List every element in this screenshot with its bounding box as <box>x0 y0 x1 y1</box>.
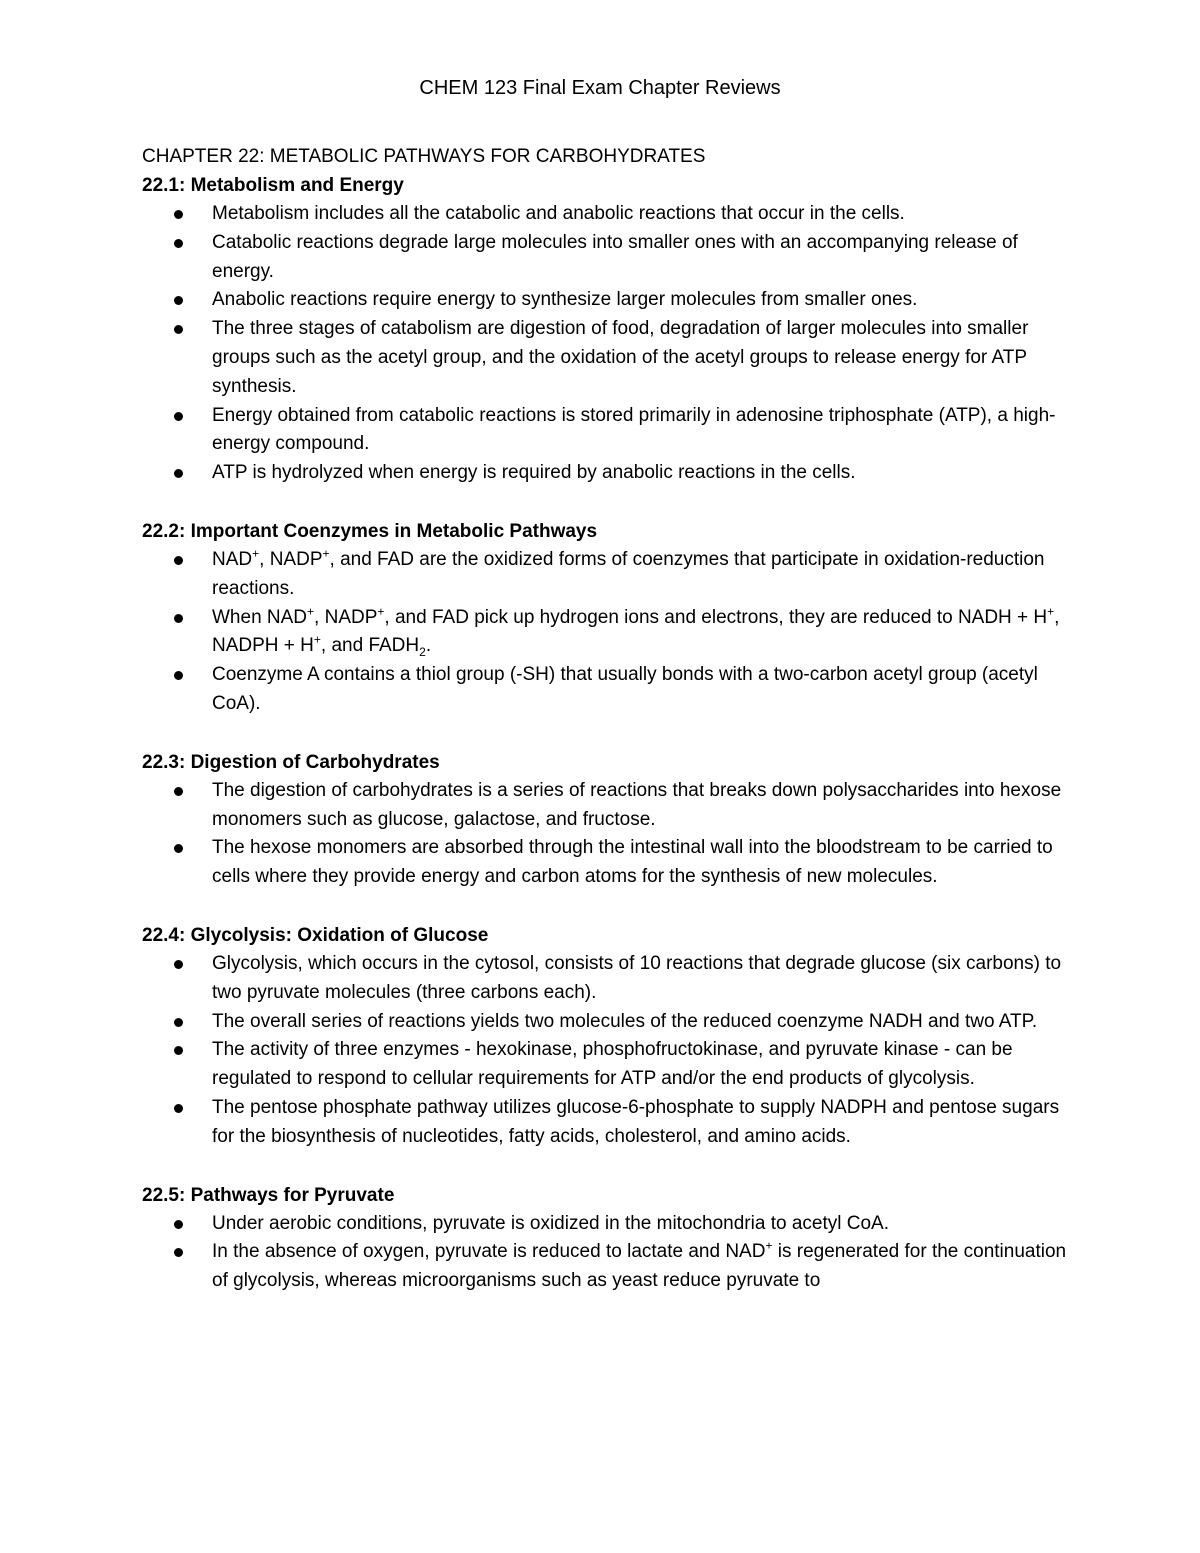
bullet-item <box>142 546 1072 604</box>
bullet-item <box>142 402 1072 460</box>
bullet-dot-icon <box>174 1018 183 1027</box>
bullet-list <box>142 777 1072 892</box>
bullet-list <box>142 950 1072 1152</box>
bullet-item <box>142 200 1072 229</box>
bullet-item <box>142 1094 1072 1152</box>
bullet-dot-icon <box>174 239 183 248</box>
bullet-text: NAD+, NADP+, and FAD are the oxidized forms of coenzymes that participate in oxidation-reduction reactions. <box>212 546 1045 599</box>
bullet-text: The pentose phosphate pathway utilizes glucose-6-phosphate to supply NADPH and pentose sugars for the biosynthesis of nucleotides, fatty acids, cholesterol, and amino acids. <box>212 1096 1060 1147</box>
bullet-item <box>142 1238 1072 1296</box>
section <box>142 748 1072 892</box>
bullet-dot-icon <box>174 325 183 334</box>
section-heading: 22.4: Glycolysis: Oxidation of Glucose <box>142 924 489 946</box>
bullet-dot-icon <box>174 1248 183 1257</box>
section-heading: 22.3: Digestion of Carbohydrates <box>142 751 440 773</box>
bullet-item <box>142 1210 1072 1239</box>
bullet-text: Catabolic reactions degrade large molecules into smaller ones with an accompanying release of energy. <box>212 231 1018 282</box>
section-heading: 22.5: Pathways for Pyruvate <box>142 1184 395 1206</box>
section <box>142 921 1072 1152</box>
bullet-dot-icon <box>174 210 183 219</box>
bullet-dot-icon <box>174 296 183 305</box>
bullet-text: Under aerobic conditions, pyruvate is oxidized in the mitochondria to acetyl CoA. <box>212 1212 889 1234</box>
section <box>142 171 1072 488</box>
bullet-item <box>142 950 1072 1008</box>
bullet-text: Energy obtained from catabolic reactions is stored primarily in adenosine triphosphate (ATP), a high-energy compound. <box>212 404 1056 455</box>
bullet-dot-icon <box>174 1104 183 1113</box>
bullet-text: ATP is hydrolyzed when energy is required by anabolic reactions in the cells. <box>212 462 856 484</box>
bullet-text: When NAD+, NADP+, and FAD pick up hydrogen ions and electrons, they are reduced to NADH + H+, NADPH + H+, and $FADH_2$. <box>212 604 1060 660</box>
bullet-list <box>142 1210 1072 1296</box>
bullet-text: The hexose monomers are absorbed through the intestinal wall into the bloodstream to be carried to cells where they provide energy and carbon atoms for the synthesis of new molecules. <box>212 837 1053 888</box>
bullet-text: The overall series of reactions yields two molecules of the reduced coenzyme NADH and two ATP. <box>212 1010 1038 1032</box>
section-heading: 22.1: Metabolism and Energy <box>142 175 404 196</box>
bullet-item <box>142 229 1072 287</box>
section <box>142 517 1072 719</box>
bullet-item <box>142 777 1072 835</box>
bullet-item <box>142 1008 1072 1037</box>
bullet-dot-icon <box>174 844 183 853</box>
bullet-item <box>142 1036 1072 1094</box>
bullet-item <box>142 604 1072 662</box>
bullet-dot-icon <box>174 556 183 565</box>
bullet-dot-icon <box>174 614 183 623</box>
bullet-item <box>142 286 1072 315</box>
bullet-text: The activity of three enzymes - hexokinase, phosphofructokinase, and pyruvate kinase - can be regulated to respond to cellular requirements for ATP and/or the end products of glycolysis. <box>212 1039 1013 1090</box>
bullet-dot-icon <box>174 787 183 796</box>
bullet-item <box>142 834 1072 892</box>
bullet-list <box>142 546 1072 719</box>
bullet-dot-icon <box>174 469 183 478</box>
bullet-text: In the absence of oxygen, pyruvate is reduced to lactate and NAD+ is regenerated for the continuation of glycolysis, whereas microorganisms such as yeast reduce pyruvate to <box>212 1238 1067 1292</box>
bullet-dot-icon <box>174 671 183 680</box>
sections-container <box>142 171 1072 1296</box>
bullet-text: Glycolysis, which occurs in the cytosol, consists of 10 reactions that degrade glucose (six carbons) to two pyruvate molecules (three carbons each). <box>212 952 1062 1003</box>
bullet-dot-icon <box>174 960 183 969</box>
section-heading: 22.2: Important Coenzymes in Metabolic Pathways <box>142 520 598 542</box>
bullet-text: Anabolic reactions require energy to synthesize larger molecules from smaller ones. <box>212 289 918 311</box>
bullet-text: The three stages of catabolism are digestion of food, degradation of larger molecules into smaller groups such as the acetyl group, and the oxidation of the acetyl groups to release energy for ATP synthesis. <box>212 318 1029 397</box>
bullet-text: Metabolism includes all the catabolic and anabolic reactions that occur in the cells. <box>212 203 905 224</box>
bullet-item <box>142 459 1072 488</box>
bullet-item <box>142 315 1072 401</box>
bullet-dot-icon <box>174 412 183 421</box>
document-body <box>142 142 1072 1296</box>
document-title: CHEM 123 Final Exam Chapter Reviews <box>419 77 781 99</box>
bullet-dot-icon <box>174 1046 183 1055</box>
bullet-text: The digestion of carbohydrates is a series of reactions that breaks down polysaccharides into hexose monomers such as glucose, galactose, and fructose. <box>212 779 1062 830</box>
chapter-title: CHAPTER 22: METABOLIC PATHWAYS FOR CARBOHYDRATES <box>142 146 706 167</box>
bullet-text: Coenzyme A contains a thiol group (-SH) that usually bonds with a two-carbon acetyl group (acetyl CoA). <box>212 664 1038 714</box>
bullet-item <box>142 661 1072 719</box>
bullet-list <box>142 200 1072 488</box>
section <box>142 1181 1072 1296</box>
bullet-dot-icon <box>174 1220 183 1229</box>
